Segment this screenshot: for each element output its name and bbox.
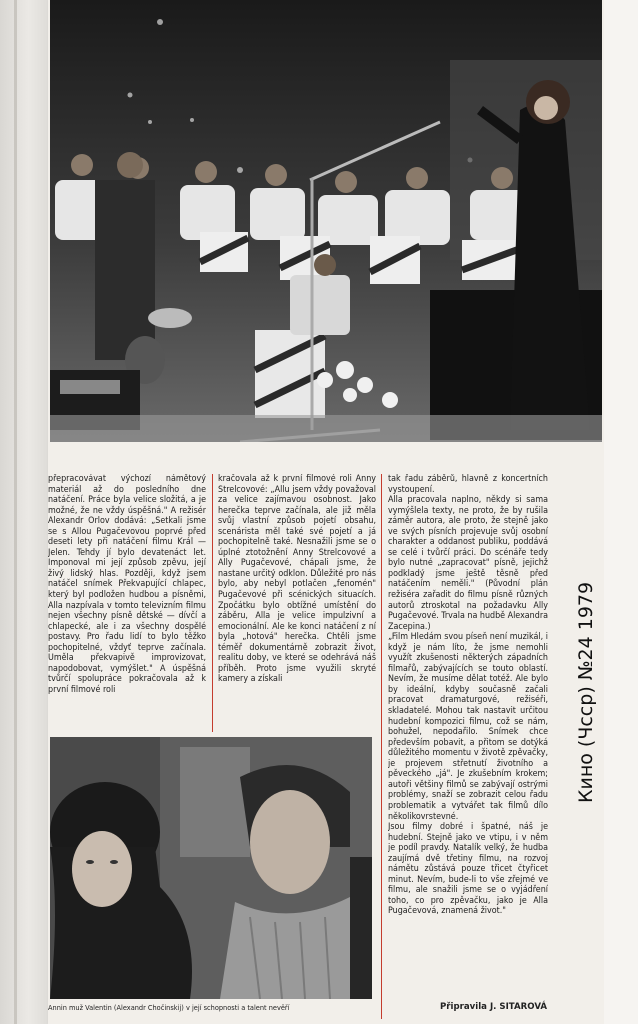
article-column-1: přepracovávat výchozí námětový materiál až do posledního dne natáčení. Práce byla velice složitá, a je možné, že ne vždy úspěšná." A režisér Alexandr Orlov dodává: „Setkali jsme se s Allou Pugačevovou poprvé před deseti lety při natáčení filmu Král — Jelen. Tehdy jí bylo devatenáct let. Imponoval mi její způsob zpěvu, její živý lidský hlas. Později, když jsem natáčel snímek Překvapující chlapec, který byl podložen hudbou a písněmi, Alla nazpívala v tomto televizním filmu nejen všechny písně dětské — dívčí a chlapecké, ale i za všechny dospělé postavy. Pro řadu lidí to bylo těžko pochopitelné, vždyť teprve začínala. Uměla překvapivě improvizovat, napodobovat, vymýšlet." A úspěšná tvůrčí spolupráce pokračovala až k první filmové roli — [48, 474, 206, 695]
column-divider-2 — [381, 474, 382, 1019]
handwritten-source-label: Кино (Чсср) №24 1979 — [575, 581, 597, 803]
concert-photo — [50, 0, 602, 442]
author-credit: Připravila J. SITAROVÁ — [440, 1002, 548, 1012]
film-still-photo — [50, 737, 372, 999]
column-divider-1 — [212, 474, 213, 732]
right-margin-strip — [604, 0, 638, 1024]
binding-edge — [0, 0, 48, 1024]
article-column-3: tak řadu záběrů, hlavně z koncertních vystoupení. Alla pracovala naplno, někdy si sama vymýšlela texty, ne proto, že by rušila záměr autora, ale proto, že stejně jako ve svých písních projevuje svůj osobní charakter a oddanost publiku, poddává se celé i tvůrčí práci. Do scénáře tedy bylo nutné „zapracovat" písně, jejichž podkladý jsme ještě těsně před natáčením neměli." (Původní plán režiséra zařadit do filmu písně různých autorů ztroskotal na požadavku Ally Pugačevové. Trvala na hudbě Alexandra Zacepina.) „Film Hledám svou píseň není muzikál, i když je nám líto, že jsme nemohli využít zkušenosti některých západních filmařů, zabývajících se touto oblastí. Nevím, že musíme dělat totéž. Ale bylo by ideální, kdyby současně začali pracovat dramaturgové, režiséři, skladatelé. Mohou tak nastavit určitou hudební kompozici filmu, což se nám, bohužel, nepodařilo. Snímek chce především pobavit, a přitom se dotýká důležitého momentu v životě zpěvačky, je projevem střetnutí životního a pěveckého „já". Je zkušebním krokem; autoři většiny filmů se zabývají ostrými problémy, snaží se zobrazit celou řadu problematik a vytvářet tak filmů dílo několikovrstevné. Jsou filmy dobré i špatné, náš je hudební. Stejně jako ve vtipu, i v něm je podíl pravdy. Natalík velký, že hudba zaujímá dvě třetiny filmu, na rozvoj námětu zůstává pouze třicet čtyřicet minut. Nevím, bude-li to vše zřejmé ve filmu, ale snažili jsme se o vyjádření toho, co pro zpěvačku, jako je Alla Pugačevová, znamená život." — [388, 474, 548, 917]
photo-caption: Annin muž Valentin (Alexandr Chočinskij) v její schopnosti a talent nevěří — [48, 1004, 290, 1012]
article-column-2: kračovala až k první filmové roli Anny Strelcovové: „Allu jsem vždy považoval za velice zajímavou osobnost. Jako herečka teprve začínala, ale již měla svůj vlastní způsob pojetí obsahu, scenárista měl také své pojetí a já pochopitelně také. Nesnažili jsme se o úplné ztotožnění Anny Strelcovové a Ally Pugačevové, chápali jsme, že nastane určitý odklon. Důležité pro nás bylo, aby nebyl potlačen „fenomén" Pugačevové při scénických situacích. Zpočátku bylo obtížné umístění do záběru, Alla je velice impulzivní a emocionální. Ale ke konci natáčení z ní byla „hotová" herečka. Chtěli jsme téměř dokumentárně zobrazit život, realitu doby, ve které se odehrává náš příběh. Proto jsme využili skryté kamery a získali — [218, 474, 376, 685]
